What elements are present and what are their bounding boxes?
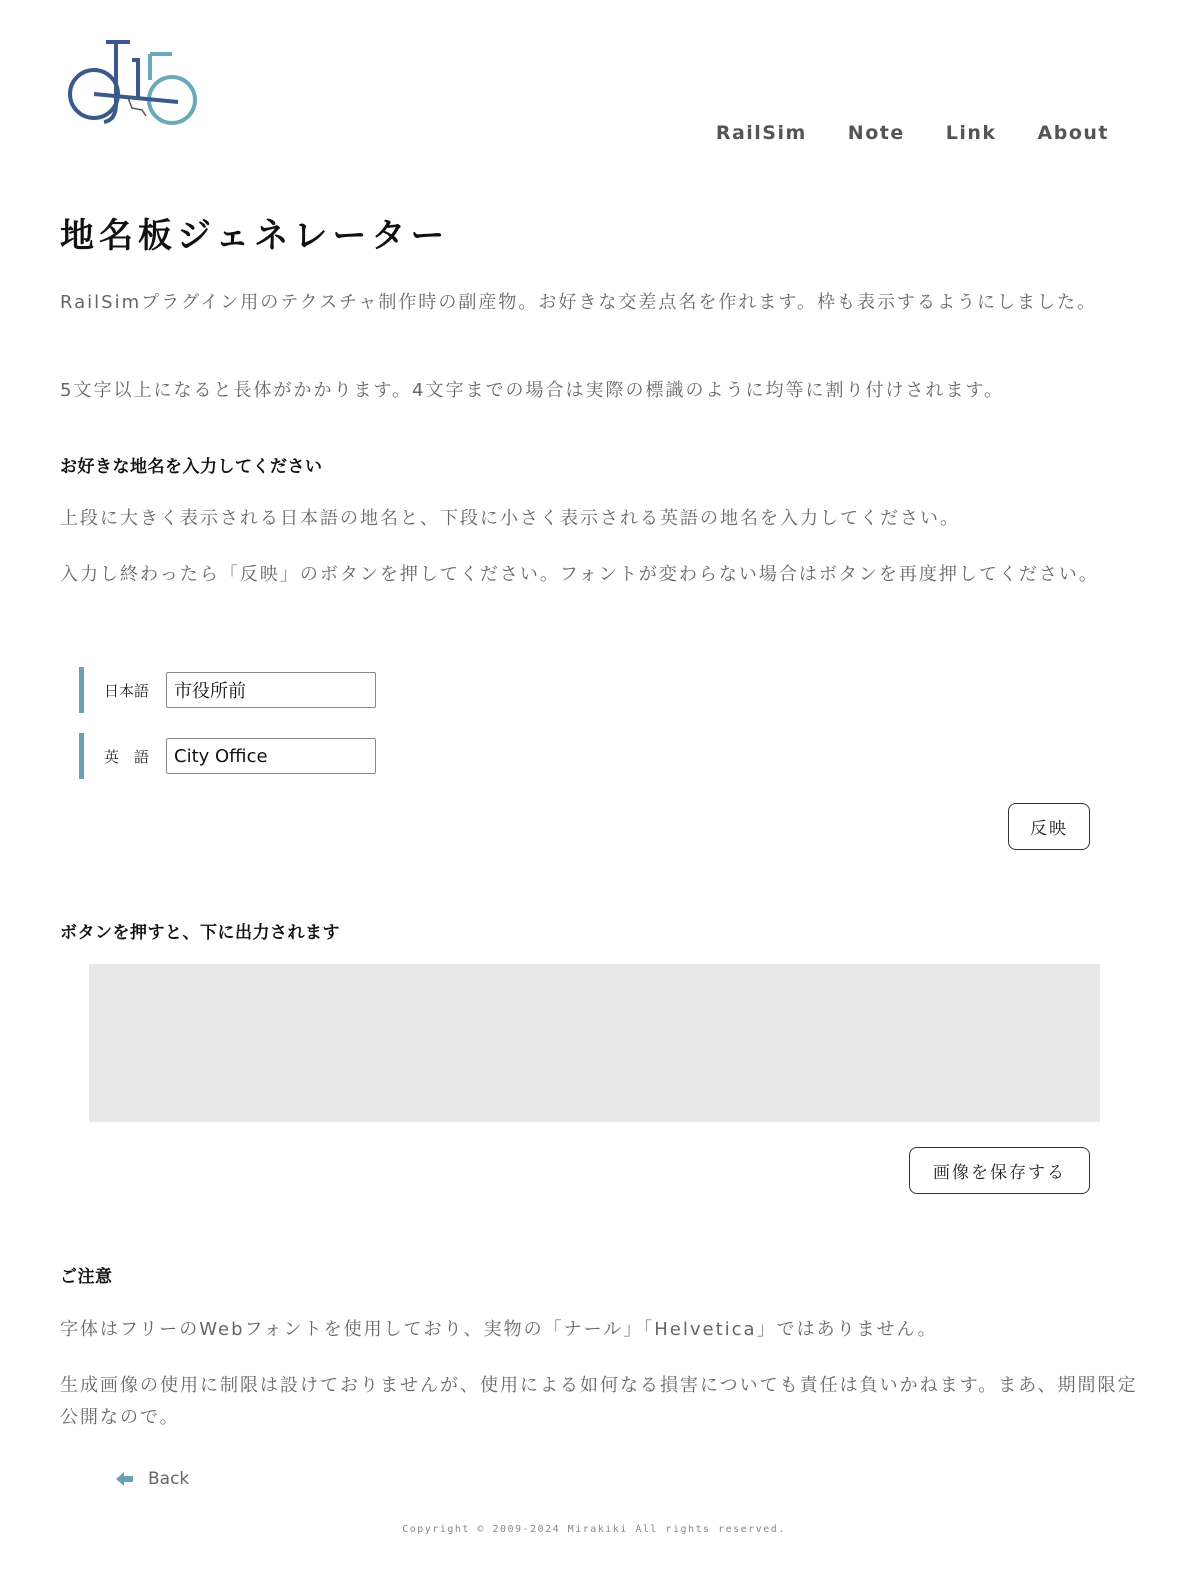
note-paragraph-1: 字体はフリーのWebフォントを使用しており、実物の「ナール」「Helvetica」ではありません。	[60, 1319, 938, 1340]
back-link[interactable]	[116, 1469, 189, 1489]
output-canvas	[89, 964, 1100, 1122]
apply-button[interactable]: 反映	[1008, 803, 1090, 850]
english-name-input[interactable]	[166, 738, 376, 774]
japanese-name-input[interactable]	[166, 672, 376, 708]
nav-item-about[interactable]: About	[1037, 122, 1109, 144]
note-paragraph-2: 生成画像の使用に制限は設けておりませんが、使用による如何なる損害についても責任は負いかねます。まあ、期間限定公開なので。	[60, 1375, 1138, 1428]
save-image-button[interactable]: 画像を保存する	[909, 1147, 1090, 1194]
nav-item-link[interactable]: Link	[945, 122, 997, 144]
back-arrow-icon	[116, 1471, 134, 1487]
output-section-heading: ボタンを押すと、下に出力されます	[60, 923, 340, 943]
intro-paragraph-2: 5文字以上になると長体がかかります。4文字までの場合は実際の標識のように均等に割り付けされます。	[60, 380, 1005, 401]
japanese-label: 日本語	[104, 681, 150, 700]
site-logo[interactable]	[66, 36, 202, 128]
nav-item-railsim[interactable]: RailSim	[715, 122, 807, 144]
copyright: Copyright © 2009-2024 Mirakiki All rights reserved.	[402, 1524, 786, 1535]
english-field-row	[79, 733, 376, 779]
back-label: Back	[148, 1469, 190, 1489]
japanese-field-row	[79, 667, 376, 713]
input-section-heading: お好きな地名を入力してください	[60, 457, 323, 477]
main-nav	[716, 122, 1109, 144]
notes-heading: ご注意	[60, 1267, 113, 1287]
nav-item-note[interactable]: Note	[847, 122, 905, 144]
input-description-2: 入力し終わったら「反映」のボタンを押してください。フォントが変わらない場合はボタンを再度押してください。	[60, 564, 1099, 585]
intro-paragraph-1: RailSimプラグイン用のテクスチャ制作時の副産物。お好きな交差点名を作れます。枠も表示するようにしました。	[60, 292, 1097, 313]
english-label: 英 語	[104, 747, 150, 766]
input-description-1: 上段に大きく表示される日本語の地名と、下段に小さく表示される英語の地名を入力してください。	[60, 508, 960, 529]
page-title: 地名板ジェネレーター	[60, 216, 450, 256]
